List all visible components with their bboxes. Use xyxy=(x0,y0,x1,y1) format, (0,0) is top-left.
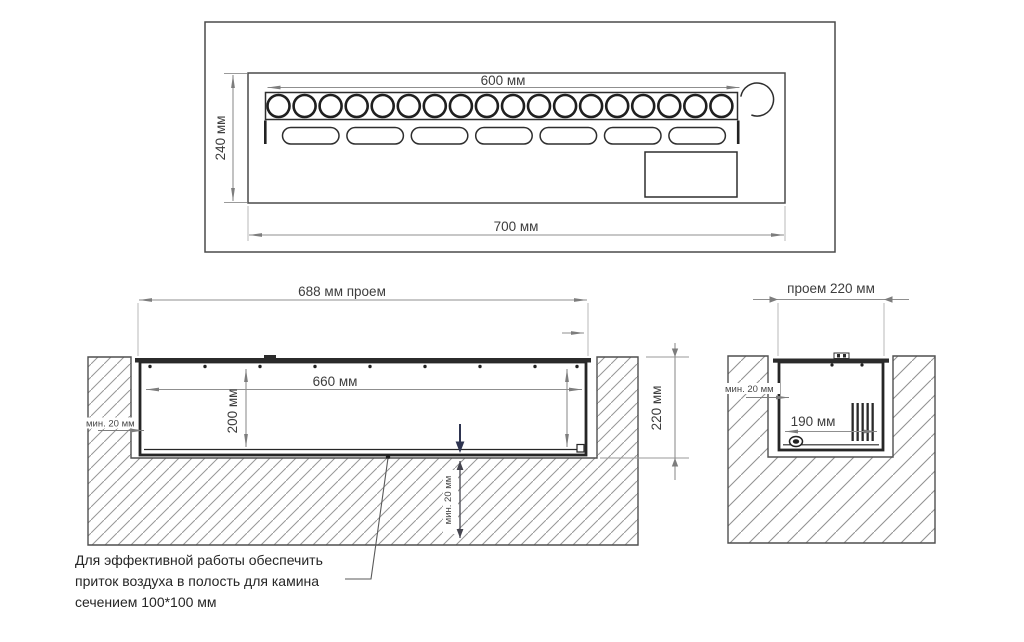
air-slot xyxy=(669,128,726,145)
burner-hole xyxy=(580,95,602,117)
dim-label-688: 688 мм проем xyxy=(298,284,386,299)
arrow-to-bottom xyxy=(672,458,678,467)
lid-tab xyxy=(834,353,849,359)
burner-hole xyxy=(502,95,524,117)
air-slot xyxy=(540,128,597,145)
min-gap-left-label: мин. 20 мм xyxy=(86,418,135,430)
dim-label-240: 240 мм xyxy=(213,115,228,161)
burner-hole xyxy=(372,95,394,117)
air-slot xyxy=(411,128,468,145)
air-slots-row xyxy=(283,128,726,145)
vent-bar xyxy=(857,403,859,441)
dim-label-660: 660 мм xyxy=(312,374,358,389)
burner-hole xyxy=(346,95,368,117)
burner-hole xyxy=(554,95,576,117)
burner-hole xyxy=(710,95,732,117)
burner-hole xyxy=(450,95,472,117)
arrow-to-left-edge xyxy=(770,296,779,302)
dot xyxy=(478,365,481,368)
top-flange-front xyxy=(135,358,591,363)
dimension-depth-240 xyxy=(213,74,247,203)
screw-symbol xyxy=(790,437,803,447)
dot xyxy=(258,365,261,368)
dot xyxy=(533,365,536,368)
burner-hole xyxy=(606,95,628,117)
burner-hole xyxy=(268,95,290,117)
dot xyxy=(368,365,371,368)
dim-label-220: 220 мм xyxy=(649,385,664,431)
dot xyxy=(423,365,426,368)
burner-hole xyxy=(320,95,342,117)
top-view xyxy=(205,22,835,252)
note-line-1: Для эффективной работы обеспечить xyxy=(75,552,323,568)
dot xyxy=(830,363,833,366)
arrow-to-top xyxy=(672,349,678,358)
air-slot xyxy=(283,128,340,145)
arrow-to-right-edge xyxy=(884,296,893,302)
control-box xyxy=(645,152,737,197)
vent-bar xyxy=(862,403,864,441)
note-line-3: сечением 100*100 мм xyxy=(75,594,217,610)
air-slot xyxy=(605,128,662,145)
top-view-outer-frame xyxy=(205,22,835,252)
screw-center xyxy=(793,439,799,444)
top-flange-side xyxy=(773,359,889,363)
burner-hole xyxy=(476,95,498,117)
lid-tab-mark xyxy=(843,354,846,358)
dimension-width-700 xyxy=(248,206,785,241)
dimension-opening-688 xyxy=(138,284,588,356)
air-slot xyxy=(476,128,533,145)
dimension-opening-side-220 xyxy=(753,281,909,356)
burner-hole xyxy=(658,95,680,117)
min-gap-bottom-label: мин. 20 мм xyxy=(443,475,454,525)
lid-tab-mark xyxy=(837,354,840,358)
dim-label-opening-side: проем 220 мм xyxy=(787,281,875,296)
burner-hole xyxy=(398,95,420,117)
vent-bar xyxy=(872,403,874,441)
burner-hole xyxy=(684,95,706,117)
dot xyxy=(575,365,578,368)
knob-open-circle xyxy=(741,83,774,116)
side-section-view xyxy=(723,281,935,543)
dim-label-600: 600 мм xyxy=(480,73,526,88)
vent-bar xyxy=(867,403,869,441)
air-slot xyxy=(347,128,404,145)
note-text xyxy=(75,552,323,610)
flange-tab xyxy=(264,355,276,360)
burner-hole xyxy=(294,95,316,117)
dot xyxy=(313,365,316,368)
corner-notch xyxy=(577,445,584,453)
note-line-2: приток воздуха в полость для камина xyxy=(75,573,320,589)
dimension-burner-row-600 xyxy=(268,73,740,88)
dim-label-200: 200 мм xyxy=(225,388,240,434)
front-section-view xyxy=(75,284,689,610)
dim-label-190: 190 мм xyxy=(790,414,836,429)
burner-hole xyxy=(424,95,446,117)
dimension-gap-left-front xyxy=(84,418,144,431)
dot xyxy=(860,363,863,366)
dim-label-700: 700 мм xyxy=(493,219,539,234)
burner-holes-row xyxy=(268,95,733,117)
vent-bar xyxy=(852,403,854,441)
burner-hole xyxy=(528,95,550,117)
burner-hole xyxy=(632,95,654,117)
dot xyxy=(203,365,206,368)
dot xyxy=(148,365,151,368)
dimension-gap-bottom xyxy=(443,461,463,538)
min-gap-side-label: мин. 20 мм xyxy=(725,384,774,395)
